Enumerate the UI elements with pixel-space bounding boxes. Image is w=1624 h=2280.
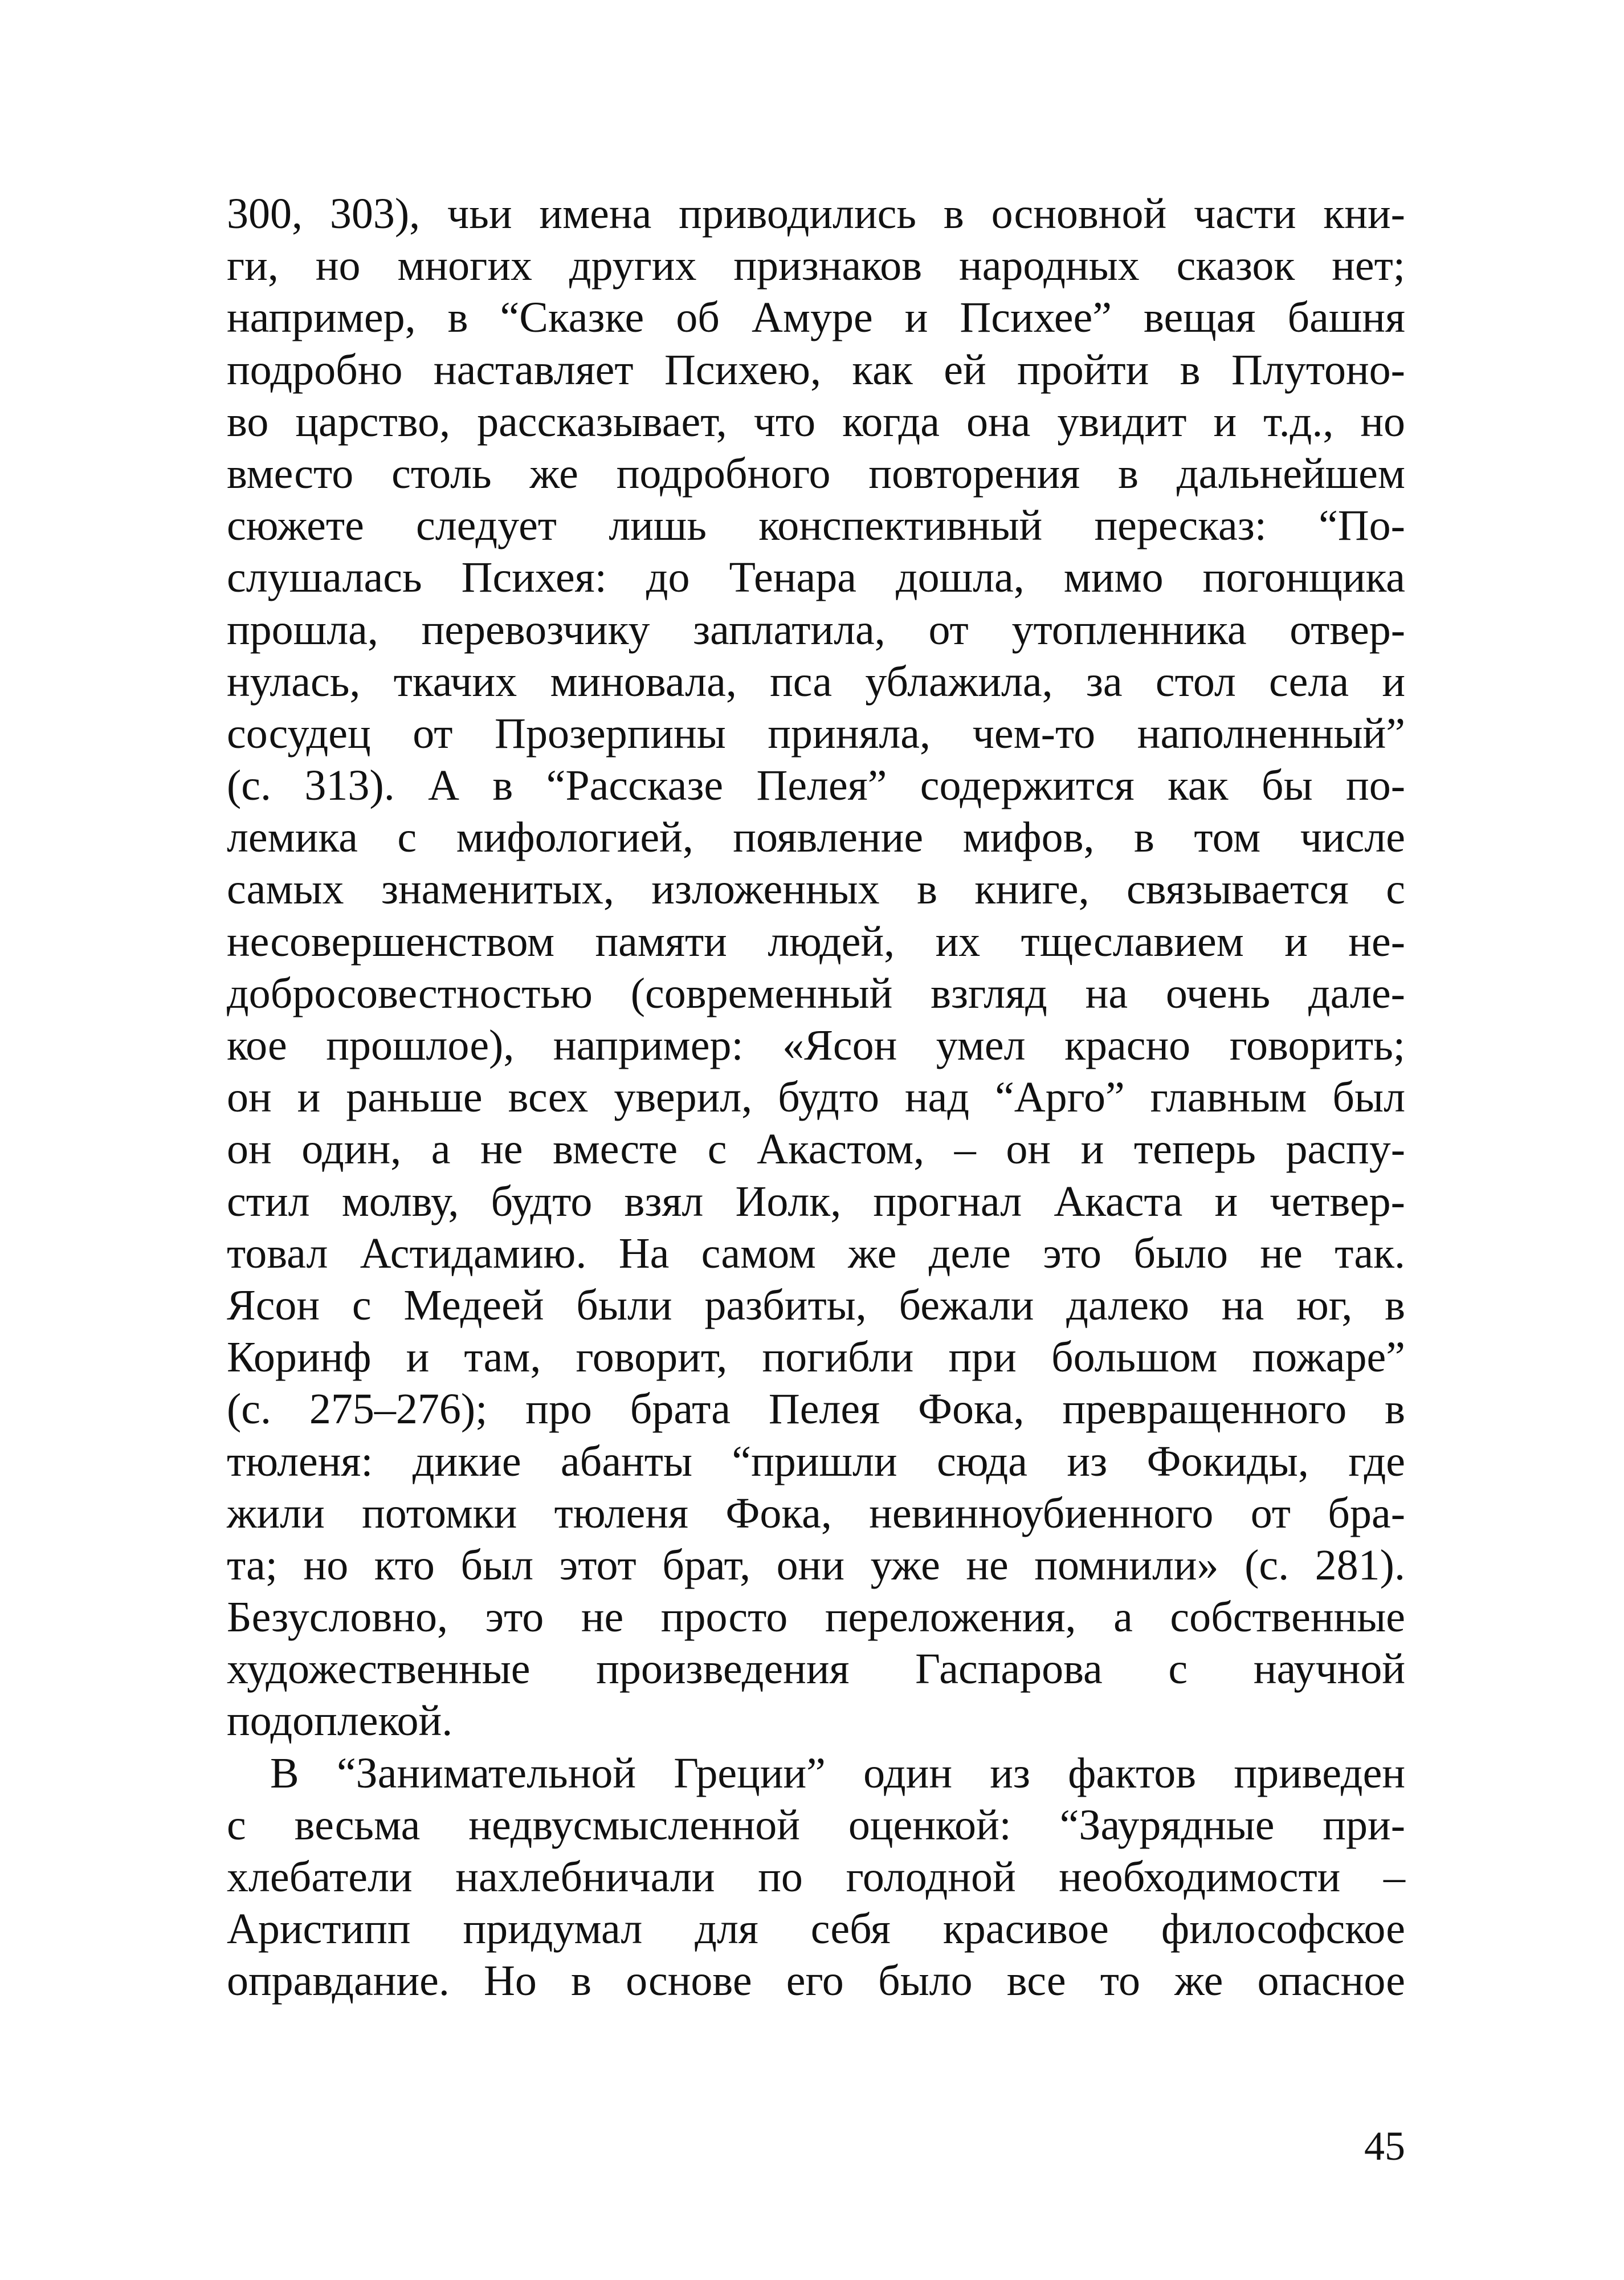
text-line: (с. 275–276); про брата Пелея Фока, превращенного в — [227, 1385, 1405, 1434]
text-line: нулась, ткачих миновала, пса ублажила, за стол села и — [227, 657, 1405, 706]
text-line: товал Астидамию. На самом же деле это было не так. — [227, 1229, 1405, 1277]
text-line: Безусловно, это не просто переложения, а собственные — [227, 1593, 1405, 1642]
text-line: стил молву, будто взял Иолк, прогнал Акаста и четвер- — [227, 1177, 1405, 1226]
text-line: тюленя: дикие абанты “пришли сюда из Фокиды, где — [227, 1437, 1405, 1485]
text-line: оправдание. Но в основе его было все то же опасное — [227, 1957, 1405, 2005]
text-line: В “Занимательной Греции” один из фактов приведен — [270, 1749, 1405, 1797]
text-line: добросовестностью (современный взгляд на очень дале- — [227, 969, 1405, 1017]
text-line: самых знаменитых, изложенных в книге, связывается с — [227, 865, 1405, 914]
text-line: лемика с мифологией, появление мифов, в том числе — [227, 813, 1405, 862]
text-line: слушалась Психея: до Тенара дошла, мимо погонщика — [227, 553, 1405, 602]
text-line: сосудец от Прозерпины приняла, чем-то наполненный” — [227, 709, 1405, 758]
text-line: 300, 303), чьи имена приводились в основной части кни- — [227, 190, 1405, 238]
text-line: вместо столь же подробного повторения в дальнейшем — [227, 449, 1405, 498]
text-line: прошла, перевозчику заплатила, от утопленника отвер- — [227, 605, 1405, 654]
text-line: сюжете следует лишь конспективный пересказ: “По- — [227, 502, 1405, 550]
text-line: например, в “Сказке об Амуре и Психее” вещая башня — [227, 294, 1405, 342]
text-line: Аристипп придумал для себя красивое философское — [227, 1905, 1405, 1953]
body-text — [227, 188, 1405, 2008]
text-line: с весьма недвусмысленной оценкой: “Заурядные при- — [227, 1801, 1405, 1849]
text-line: Ясон с Медеей были разбиты, бежали далеко на юг, в — [227, 1281, 1405, 1329]
text-line: художественные произведения Гаспарова с научной — [227, 1645, 1405, 1693]
text-line: хлебатели нахлебничали по голодной необходимости – — [227, 1853, 1405, 1901]
text-line: он и раньше всех уверил, будто над “Арго” главным был — [227, 1073, 1405, 1122]
text-line: несовершенством памяти людей, их тщеславием и не- — [227, 917, 1405, 966]
page-number: 45 — [1364, 2123, 1405, 2169]
text-line: та; но кто был этот брат, они уже не помнили» (с. 281). — [227, 1541, 1405, 1589]
text-line: подоплекой. — [227, 1697, 453, 1745]
text-line: жили потомки тюленя Фока, невинноубиенного от бра- — [227, 1489, 1405, 1537]
text-line: во царство, рассказывает, что когда она увидит и т.д., но — [227, 397, 1405, 446]
text-line: (с. 313). А в “Рассказе Пелея” содержится как бы по- — [227, 762, 1405, 810]
text-line: кое прошлое), например: «Ясон умел красно говорить; — [227, 1021, 1405, 1069]
text-line: подробно наставляет Психею, как ей пройти в Плутоно- — [227, 345, 1405, 394]
text-line: он один, а не вместе с Акастом, – он и теперь распу- — [227, 1125, 1405, 1174]
text-line: Коринф и там, говорит, погибли при большом пожаре” — [227, 1333, 1405, 1382]
text-line: ги, но многих других признаков народных сказок нет; — [227, 242, 1405, 290]
